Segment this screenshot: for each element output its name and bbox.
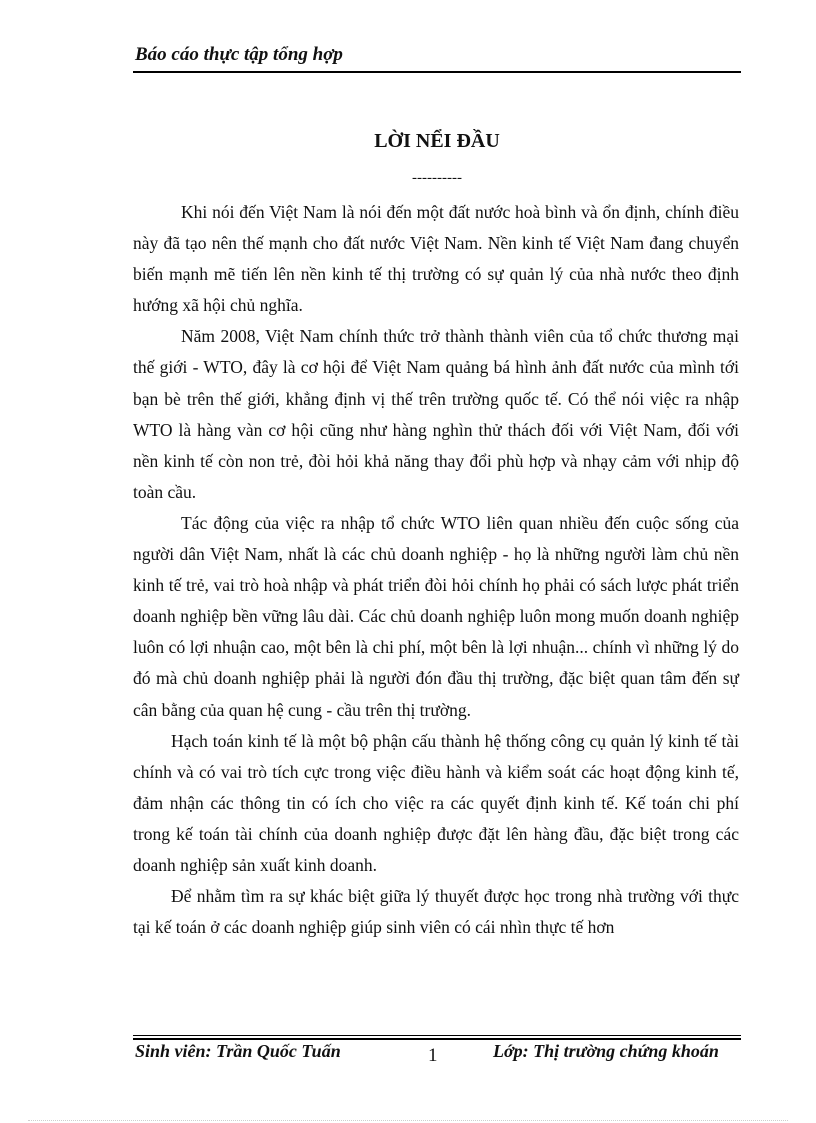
header-divider xyxy=(133,71,741,73)
paragraph-3: Tác động của việc ra nhập tổ chức WTO liên quan nhiều đến cuộc sống của người dân Việt Nam, nhất là các chủ doanh nghiệp - họ là những người làm chủ nền kinh tế trẻ, vai trò hoà nhập và phát triển đòi hỏi chính họ phải có sách lược phát triển doanh nghiệp bền vững lâu dài. Các chủ doanh nghiệp luôn mong muốn doanh nghiệp luôn có lợi nhuận cao, một bên là chi phí, một bên là lợi nhuận... chính vì những lý do đó mà chủ doanh nghiệp phải là người đón đầu thị trường, đặc biệt quan tâm đến sự cân bằng của quan hệ cung - cầu trên thị trường. xyxy=(133,512,739,720)
document-body xyxy=(133,197,739,943)
footer-class-name: Lớp: Thị trường chứng khoán xyxy=(493,1041,719,1061)
document-title: LỜI NỂI ĐẦU xyxy=(374,130,500,152)
footer-divider-thick xyxy=(133,1038,741,1040)
page-number: 1 xyxy=(428,1045,438,1066)
paragraph-2: Năm 2008, Việt Nam chính thức trở thành thành viên của tổ chức thương mại thế giới - WTO, đây là cơ hội để Việt Nam quảng bá hình ảnh đất nước của mình tới bạn bè trên thế giới, khẳng định vị thế trên trường quốc tế. Có thể nói việc ra nhập WTO là hàng vàn cơ hội cũng như hàng nghìn thử thách đối với Việt Nam, đối với nền kinh tế còn non trẻ, đòi hỏi khả năng thay đổi phù hợp và nhạy cảm với nhịp độ toàn cầu. xyxy=(133,326,739,502)
paragraph-5: Để nhằm tìm ra sự khác biệt giữa lý thuyết được học trong nhà trường với thực tại kế toán ở các doanh nghiệp giúp sinh viên có cái nhìn thực tế hơn xyxy=(133,886,739,938)
paragraph-1: Khi nói đến Việt Nam là nói đến một đất nước hoà bình và ổn định, chính điều này đã tạo nên thế mạnh cho đất nước Việt Nam. Nền kinh tế Việt Nam đang chuyển biến mạnh mẽ tiến lên nền kinh tế thị trường có sự quản lý của nhà nước theo định hướng xã hội chủ nghĩa. xyxy=(133,202,739,316)
title-separator: ---------- xyxy=(412,170,462,186)
paragraph-4: Hạch toán kinh tế là một bộ phận cấu thành hệ thống công cụ quản lý kinh tế tài chính và có vai trò tích cực trong việc điều hành và kiểm soát các hoạt động kinh tế, đảm nhận các thông tin có ích cho việc ra các quyết định kinh tế. Kế toán chi phí trong kế toán tài chính của doanh nghiệp được đặt lên hàng đầu, đặc biệt trong các doanh nghiệp sản xuất kinh doanh. xyxy=(133,730,739,875)
footer-divider-thin xyxy=(133,1035,741,1036)
page-bottom-dotted-edge xyxy=(28,1120,788,1121)
footer-student-name: Sinh viên: Trần Quốc Tuấn xyxy=(135,1041,341,1061)
header-title: Báo cáo thực tập tổng hợp xyxy=(135,44,343,65)
